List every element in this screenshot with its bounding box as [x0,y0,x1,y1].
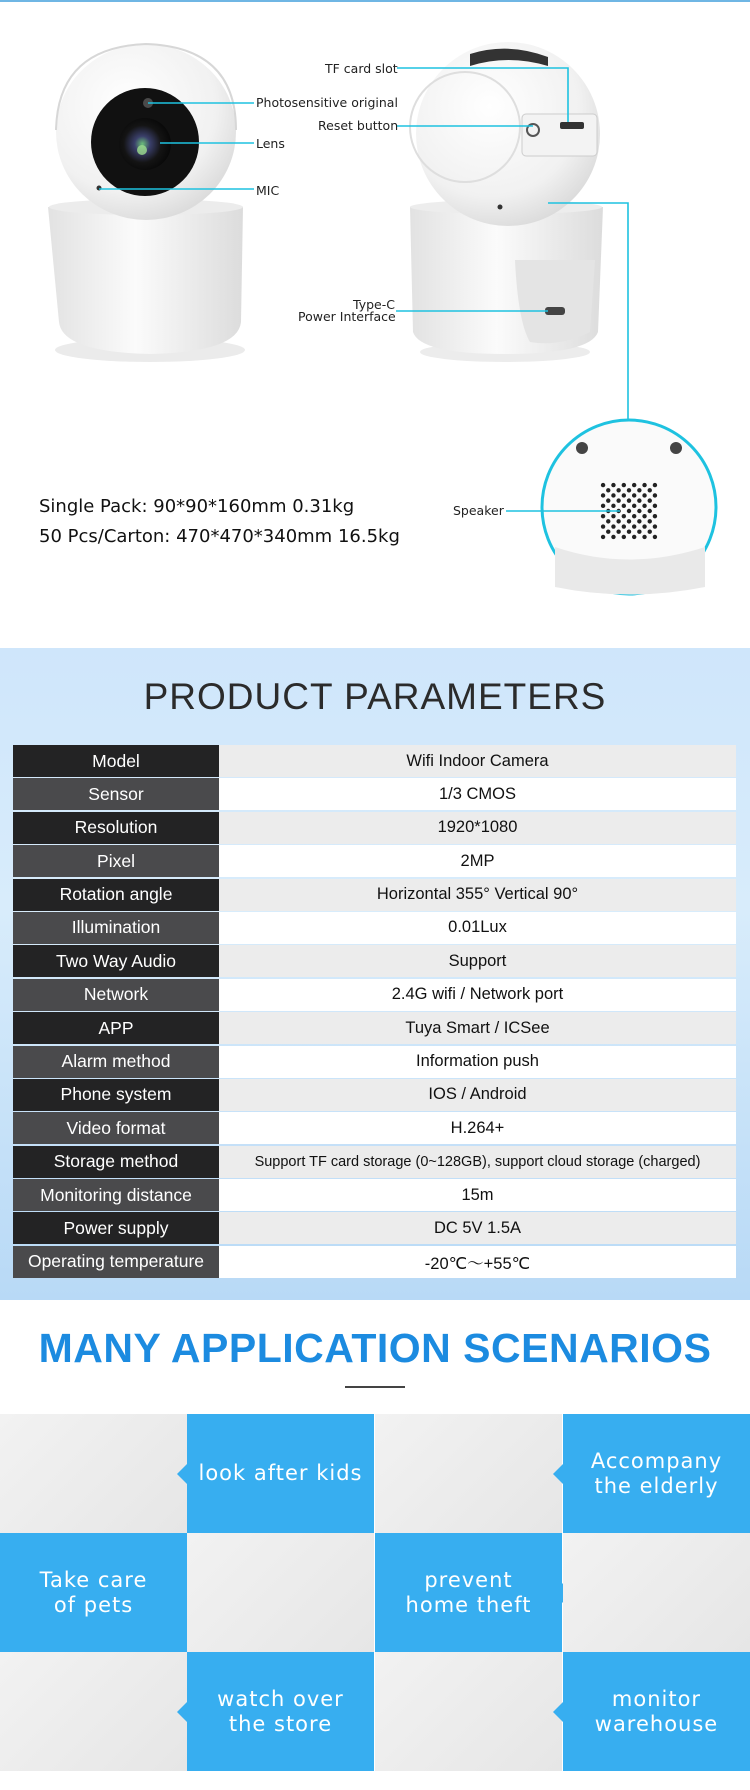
table-row [13,845,736,877]
speaker-grille-dot [648,488,652,492]
speaker-grille-dot [653,483,657,487]
speaker-grille-dot [601,524,605,528]
table-row [13,1246,736,1278]
tf-card-slot-label: TF card slot [325,61,398,76]
scenario-text-line1: Take care [39,1567,148,1592]
param-value: Support TF card storage (0~128GB), support cloud storage (charged) [219,1146,736,1178]
speaker-grille-dot [648,509,652,513]
scenario-monitor-warehouse [563,1652,750,1771]
speaker-grille-dot [611,514,615,518]
scenario-photo-pets [187,1533,374,1652]
speaker-grille-dot [601,504,605,508]
scenario-look-after-kids [187,1414,374,1533]
speaker-grille-dot [653,493,657,497]
speaker-grille-dot [653,514,657,518]
param-key: Rotation angle [13,879,219,911]
speaker-grille-dot [616,530,620,534]
reset-button-label: Reset button [318,118,399,133]
speaker-grille-dot [632,504,636,508]
speaker-grille-dot [606,488,610,492]
speaker-grille-dot [601,493,605,497]
speaker-grille-dot [637,519,641,523]
param-value: 2MP [219,845,736,877]
table-row [13,1046,736,1078]
param-value: 1/3 CMOS [219,778,736,810]
scenario-text-line2: home theft [405,1592,532,1617]
scenario-text-line2: the elderly [594,1473,719,1498]
param-key: Operating temperature [13,1246,219,1278]
scenario-text: look after kids [198,1461,363,1485]
title-divider [345,1386,405,1388]
speaker-grille-dot [627,519,631,523]
speaker-grille-dot [611,483,615,487]
table-row [13,945,736,977]
speaker-grille-dot [642,535,646,539]
speaker-grille-dot [637,498,641,502]
speaker-grille-dot [648,519,652,523]
speaker-grille-dot [653,504,657,508]
param-value: Information push [219,1046,736,1078]
param-value: DC 5V 1.5A [219,1212,736,1244]
table-row [13,1146,736,1178]
speaker-grille-dot [653,524,657,528]
param-key: Monitoring distance [13,1179,219,1211]
photosensitive-label: Photosensitive original [256,95,398,110]
param-key: Power supply [13,1212,219,1244]
scenario-accompany-elderly [563,1414,750,1533]
table-row [13,778,736,810]
speaker-grille-dot [642,504,646,508]
speaker-grille-dot [627,509,631,513]
speaker-grille-dot [653,535,657,539]
speaker-grille-dot [637,488,641,492]
back-camera-image [410,42,603,362]
param-key: Phone system [13,1079,219,1111]
speaker-grille-dot [632,524,636,528]
speaker-grille-dot [642,483,646,487]
speaker-grille-dot [648,530,652,534]
speaker-grille-dot [622,493,626,497]
speaker-grille-dot [642,524,646,528]
scenario-text-line1: watch over [217,1686,344,1711]
speaker-grille-dot [622,535,626,539]
param-key: Network [13,979,219,1011]
speaker-grille-dot [601,535,605,539]
speaker-grille-dot [622,524,626,528]
speaker-grille-dot [642,493,646,497]
carton-spec: 50 Pcs/Carton: 470*470*340mm 16.5kg [39,526,400,547]
single-pack-spec: Single Pack: 90*90*160mm 0.31kg [39,496,355,517]
param-value: 15m [219,1179,736,1211]
param-value: 0.01Lux [219,912,736,944]
speaker-grille-dot [611,504,615,508]
param-key: Video format [13,1112,219,1144]
speaker-grille-dot [627,498,631,502]
speaker-grille-dot [616,498,620,502]
speaker-grille-dot [611,524,615,528]
speaker-grille-dot [648,498,652,502]
speaker-grille-dot [632,483,636,487]
param-value: Wifi Indoor Camera [219,745,736,777]
scenario-text-line1: monitor [611,1686,702,1711]
scenario-watch-over-store [187,1652,374,1771]
application-scenarios-section [0,1300,750,1790]
param-value: H.264+ [219,1112,736,1144]
speaker-grille-dot [622,514,626,518]
speaker-grille-dot [606,519,610,523]
param-value: IOS / Android [219,1079,736,1111]
speaker-grille-dot [616,488,620,492]
param-value: -20℃～+55℃ [219,1246,736,1278]
table-row [13,912,736,944]
table-row [13,745,736,777]
speaker-grille-dot [611,493,615,497]
param-key: Alarm method [13,1046,219,1078]
speaker-grille-dot [616,519,620,523]
speaker-grille-dot [601,483,605,487]
table-row [13,979,736,1011]
param-key: Sensor [13,778,219,810]
scenario-photo-warehouse [375,1652,562,1771]
speaker-grille-dot [627,488,631,492]
scenario-take-care-of-pets [0,1533,187,1652]
scenario-photo-store [0,1652,187,1771]
type-c-label: Type-C [353,297,395,312]
param-key: Storage method [13,1146,219,1178]
speaker-label: Speaker [453,503,504,518]
parameters-title: PRODUCT PARAMETERS [143,676,607,717]
table-row [13,1012,736,1044]
param-key: APP [13,1012,219,1044]
speaker-grille-dot [627,530,631,534]
scenario-text-line1: prevent [424,1567,513,1592]
table-row [13,1112,736,1144]
speaker-grille-dot [637,509,641,513]
table-row [13,879,736,911]
param-value: Horizontal 355° Vertical 90° [219,879,736,911]
table-row [13,812,736,844]
param-key: Pixel [13,845,219,877]
table-row [13,1179,736,1211]
table-row [13,1079,736,1111]
power-interface-label: Power Interface [298,309,396,324]
speaker-grille-dot [606,498,610,502]
speaker-grille-dot [637,530,641,534]
speaker-zoom-image [542,420,716,595]
param-value: Tuya Smart / ICSee [219,1012,736,1044]
param-value: 1920*1080 [219,812,736,844]
front-camera-image [48,44,245,362]
speaker-grille-dot [632,514,636,518]
speaker-grille-dot [622,483,626,487]
scenario-text-line2: the store [228,1711,333,1736]
lens-label: Lens [256,136,285,151]
scenario-photo-elderly [375,1414,562,1533]
speaker-grille-dot [622,504,626,508]
table-row [13,1212,736,1244]
param-key: Resolution [13,812,219,844]
scenarios-title: MANY APPLICATION SCENARIOS [38,1325,712,1371]
scenario-prevent-home-theft [375,1533,562,1652]
speaker-grille-dot [601,514,605,518]
speaker-grille-dot [632,535,636,539]
speaker-grille-dot [632,493,636,497]
param-key: Illumination [13,912,219,944]
speaker-grille-dot [642,514,646,518]
param-key: Model [13,745,219,777]
param-value: 2.4G wifi / Network port [219,979,736,1011]
scenario-photo-home [563,1533,750,1652]
param-value: Support [219,945,736,977]
speaker-grille-dot [611,535,615,539]
scenario-text-line2: warehouse [594,1711,719,1736]
scenario-text-line2: of pets [53,1592,134,1617]
product-diagram-section [0,0,750,650]
scenario-text-line1: Accompany [590,1448,723,1473]
mic-label: MIC [256,183,280,198]
scenario-photo-kids [0,1414,187,1533]
speaker-grille-dot [606,530,610,534]
product-parameters-section [0,648,750,1300]
param-key: Two Way Audio [13,945,219,977]
parameters-table [13,745,736,1279]
